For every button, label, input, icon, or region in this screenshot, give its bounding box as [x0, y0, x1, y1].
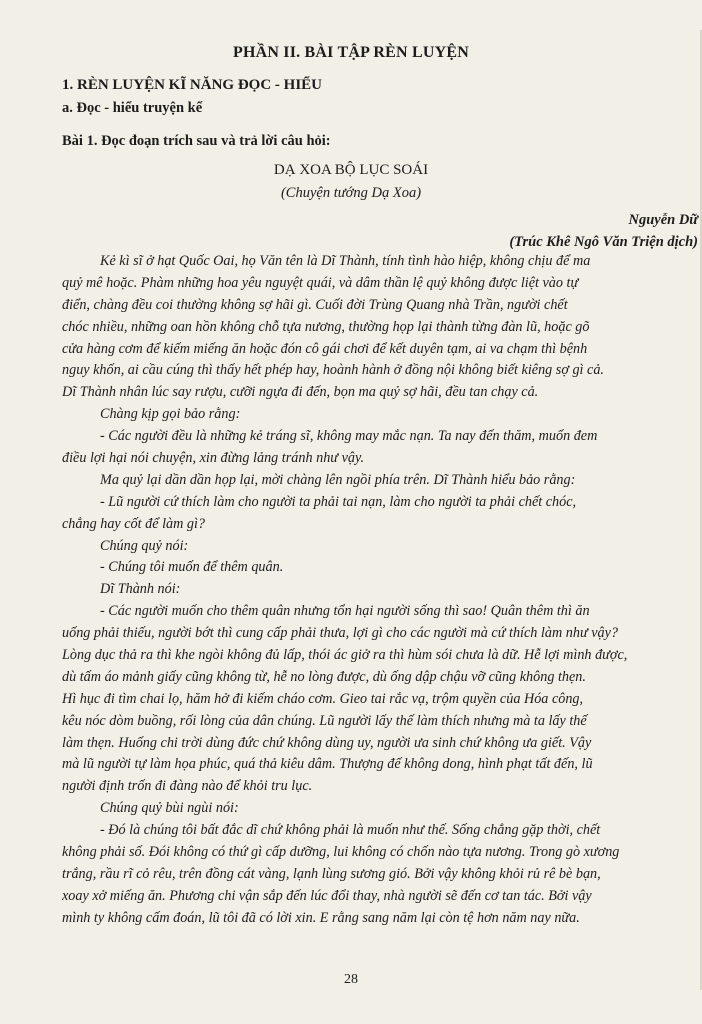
- translator-credit: (Trúc Khê Ngô Văn Triện dịch): [509, 234, 698, 250]
- text-line: Lòng dục thả ra thì khe ngòi không đủ lấp, thói ác giở ra thì hùm sói chưa là dữ. Hễ lợi mình được,: [62, 647, 628, 664]
- subsection-heading: a. Đọc - hiểu truyện kể: [62, 100, 203, 116]
- section-heading: 1. RÈN LUYỆN KĨ NĂNG ĐỌC - HIỂU: [62, 77, 323, 93]
- text-line: Chúng quỷ bùi ngùi nói:: [100, 800, 239, 817]
- text-line: Kẻ kì sĩ ở hạt Quốc Oai, họ Văn tên là Dĩ Thành, tính tình hào hiệp, không chịu để ma: [100, 253, 591, 269]
- text-line: Dĩ Thành nhân lúc say rượu, cưỡi ngựa đi đến, bọn ma quỷ sợ hãi, đều tan chạy cả.: [62, 384, 539, 401]
- text-line: Chúng quỷ nói:: [100, 537, 189, 554]
- story-title: DẠ XOA BỘ LỤC SOÁI: [273, 162, 429, 178]
- text-line: kêu nóc dòm buồng, rối lòng của dân chúng. Lũ người lấy thế làm thích nhưng mà ta lấy thế: [62, 712, 587, 729]
- text-line: chẳng hay cốt để làm gì?: [62, 515, 206, 532]
- text-line: trắng, rầu rĩ cỏ rêu, trên đồng cát vàng, lạnh lùng sương gió. Bởi vậy không khỏi rủ rê bè bạn,: [62, 865, 601, 882]
- text-line: - Lũ người cứ thích làm cho người ta phải tai nạn, làm cho người ta phải chết chóc,: [100, 493, 577, 510]
- text-line: - Chúng tôi muốn để thêm quân.: [100, 559, 284, 576]
- text-line: Ma quỷ lại dần dần họp lại, mời chàng lên ngồi phía trên. Dĩ Thành hiểu bảo rằng:: [100, 471, 576, 488]
- text-line: Chàng kịp gọi bảo rằng:: [100, 406, 241, 423]
- author-name: Nguyễn Dữ: [628, 212, 698, 228]
- text-line: người định trốn đi đàng nào để khỏi tru lục.: [62, 778, 313, 795]
- text-line: quỷ mê hoặc. Phàm những hoa yêu nguyệt quái, và dâm thần lệ quỷ không được liệt vào tự: [62, 274, 579, 291]
- part-title: PHẦN II. BÀI TẬP RÈN LUYỆN: [232, 44, 470, 61]
- text-line: điều lợi hại nói chuyện, xin đừng lảng tránh như vậy.: [62, 450, 365, 467]
- text-line: Hì hục đi tìm chai lọ, hăm hở đi kiếm cháo cơm. Gieo tai rắc vạ, trộm quyền của Hóa công,: [62, 690, 584, 707]
- text-line: - Đó là chúng tôi bất đắc dĩ chứ không phải là muốn như thế. Sống chẳng gặp thời, chết: [100, 822, 601, 839]
- story-subtitle: (Chuyện tướng Dạ Xoa): [280, 185, 422, 201]
- text-line: xoay xở miếng ăn. Phương chi vận sắp đến lúc đổi thay, nhà người sẽ đến cơ tan tác. Bởi vậy: [62, 887, 592, 904]
- text-line: nguy khốn, ai cầu cúng thì thấy hết phép hay, hoành hành ở đồng nội không biết kiêng sợ gì cả.: [62, 362, 604, 379]
- text-line: cửa hàng cơm để kiếm miếng ăn hoặc đón cô gái chơi để kết duyên tạm, ai va chạm thì bệnh: [62, 340, 588, 357]
- exercise-heading: Bài 1. Đọc đoạn trích sau và trả lời câu hỏi:: [62, 133, 331, 149]
- text-line: điển, chàng đều coi thường không sợ hãi gì. Cuối đời Trùng Quang nhà Trần, người chết: [62, 296, 568, 313]
- text-line: mà lũ người tự làm họa phúc, quá thả kiêu dâm. Thượng đế không dong, hình phạt tất đến, lũ: [62, 756, 593, 773]
- text-line: dù tấm áo mảnh giấy cũng không từ, hễ no lòng được, dù ống dập chậu vỡ cũng không thẹn.: [62, 668, 586, 685]
- text-line: chóc nhiều, những oan hồn không chỗ tựa nương, thường họp lại thành từng đàn lũ, hoặc gõ: [62, 318, 590, 335]
- text-line: - Các người đều là những kẻ tráng sĩ, không may mắc nạn. Ta nay đến thăm, muốn đem: [100, 428, 598, 445]
- text-line: mình ty không cấm đoán, lũ tôi đã có lời xin. E rằng sang năm lại còn tệ hơn năm nay nữa.: [62, 909, 580, 926]
- page-number: 28: [344, 972, 358, 987]
- text-line: không phải số. Đói không có thứ gì cấp dưỡng, lui không có chốn nào tựa nương. Trong gò xương: [62, 844, 620, 861]
- text-line: Dĩ Thành nói:: [100, 581, 181, 598]
- text-line: uống phải thiếu, người bớt thì cung cấp phải thưa, lợi gì cho các người mà cứ thích làm như vậy?: [62, 625, 619, 642]
- story-body: [62, 251, 700, 930]
- text-line: - Các người muốn cho thêm quân nhưng tổn hại người sống thì sao! Quân thêm thì ăn: [100, 603, 590, 620]
- text-line: làm thẹn. Huống chi trời dùng đức chứ không dùng uy, người ưa sinh chứ không ưa giết. Vậy: [62, 734, 592, 751]
